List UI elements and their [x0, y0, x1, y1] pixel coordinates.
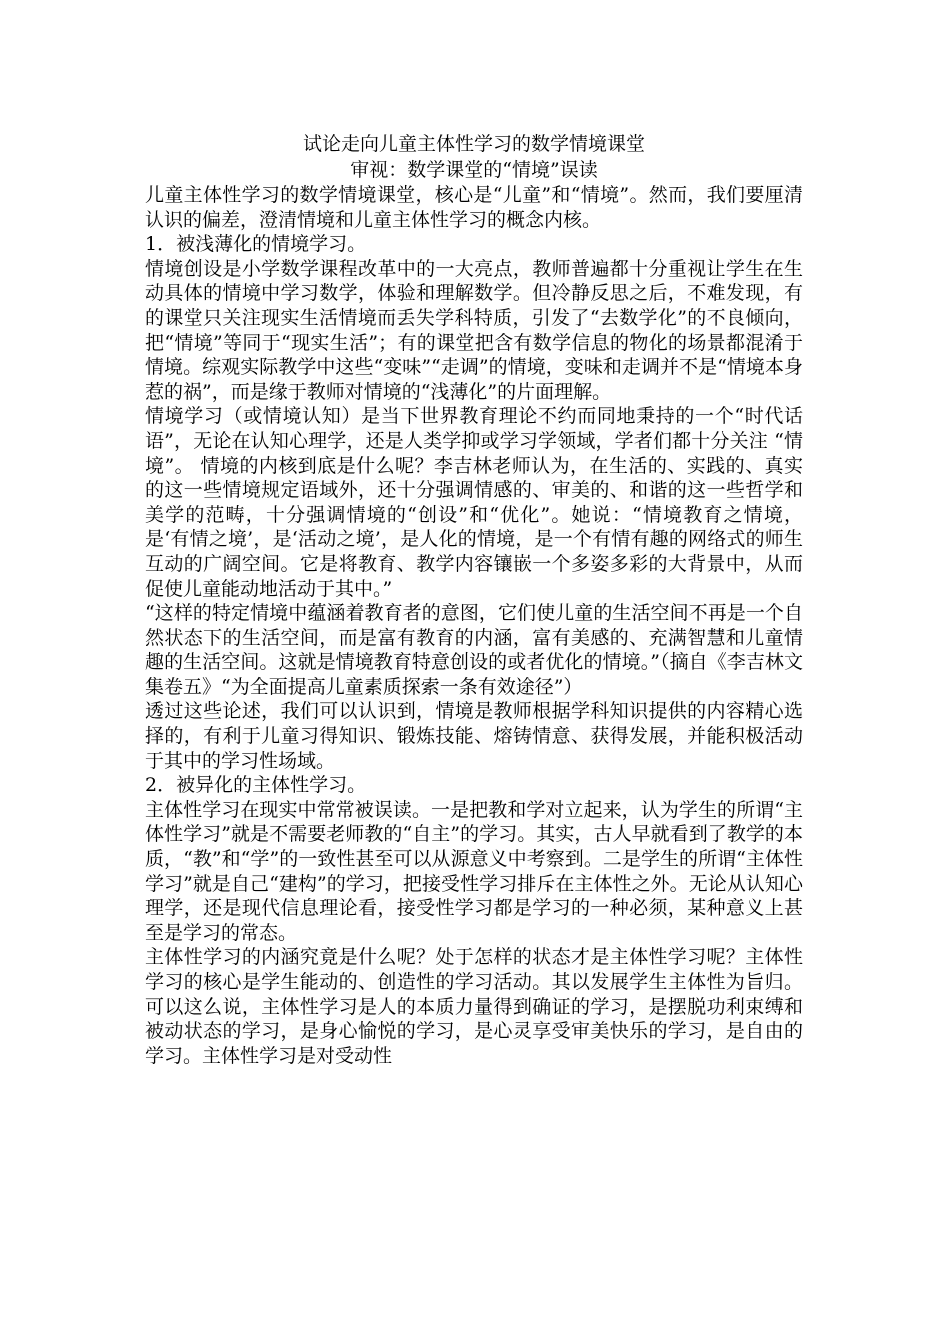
document-page — [145, 131, 803, 1068]
document-title: 试论走向儿童主体性学习的数学情境课堂 — [302, 133, 645, 155]
paragraph-intro: 儿童主体性学习的数学情境课堂，核心是“儿童”和“情境”。然而，我们要厘清认识的偏差，澄清情境和儿童主体性学习的概念内核。 — [145, 184, 803, 231]
quote-paragraph: “这样的特定情境中蕴涵着教育者的意图，它们使儿童的生活空间不再是一个自然状态下的生活空间，而是富有教育的内涵，富有美感的、充满智慧和儿童情趣的生活空间。这就是情境教育特意创设的或者优化的情境。”（摘自《李吉林文集卷五》“为全面提高儿童素质探索一条有效途径”） — [145, 602, 803, 698]
paragraph: 主体性学习在现实中常常被误读。一是把教和学对立起来，认为学生的所谓“主体性学习”就是不需要老师教的“自主”的学习。其实，古人早就看到了教学的本质，“教”和“学”的一致性甚至可以从源意义中考察到。二是学生的所谓“主体性学习”就是自己“建构”的学习，把接受性学习排斥在主体性之外。无论从认知心理学，还是现代信息理论看，接受性学习都是学习的一种必须，某种意义上甚至是学习的常态。 — [145, 798, 803, 944]
paragraph: 情境创设是小学数学课程改革中的一大亮点，教师普遍都十分重视让学生在生动具体的情境中学习数学，体验和理解数学。但冷静反思之后，不难发现，有的课堂只关注现实生活情境而丢失学科特质，引发了“去数学化”的不良倾向，把“情境”等同于“现实生活”；有的课堂把含有数学信息的物化的场景都混淆于情境。综观实际教学中这些“变味”“走调”的情境，变味和走调并不是“情境本身惹的祸”，而是缘于教师对情境的“浅薄化”的片面理解。 — [145, 257, 803, 403]
paragraph: 透过这些论述，我们可以认识到，情境是教师根据学科知识提供的内容精心选择的，有利于儿童习得知识、锻炼技能、熔铸情意、获得发展，并能积极活动于其中的学习性场域。 — [145, 700, 803, 772]
paragraph: 情境学习（或情境认知）是当下世界教育理论不约而同地秉持的一个“时代话语”，无论在认知心理学，还是人类学抑或学习学领域，学者们都十分关注 “情境”。 情境的内核到底是什么呢？李吉林老师认为，在生活的、实践的、真实的这一些情境规定语域外，还十分强调情感的、审美的、和谐的这一些哲学和美学的范畴，十分强调情境的“创设”和“优化”。她说：“情境教育之情境，是‘有情之境’，是‘活动之境’，是人化的情境，是一个有情有趣的网络式的师生互动的广阔空间。它是将教育、教学内容镶嵌一个多姿多彩的大背景中，从而促使儿童能动地活动于其中。” — [145, 405, 803, 600]
list-heading-2: 2．被异化的主体性学习。 — [145, 774, 367, 797]
paragraph: 主体性学习的内涵究竟是什么呢？处于怎样的状态才是主体性学习呢？主体性学习的核心是学生能动的、创造性的学习活动。其以发展学生主体性为旨归。可以这么说，主体性学习是人的本质力量得到确证的学习，是摆脱功利束缚和被动状态的学习，是身心愉悦的学习，是心灵享受审美快乐的学习，是自由的学习。主体性学习是对受动性 — [145, 946, 803, 1067]
section-heading: 审视：数学课堂的“情境”误读 — [350, 159, 598, 181]
list-heading-1: 1．被浅薄化的情境学习。 — [145, 233, 367, 256]
